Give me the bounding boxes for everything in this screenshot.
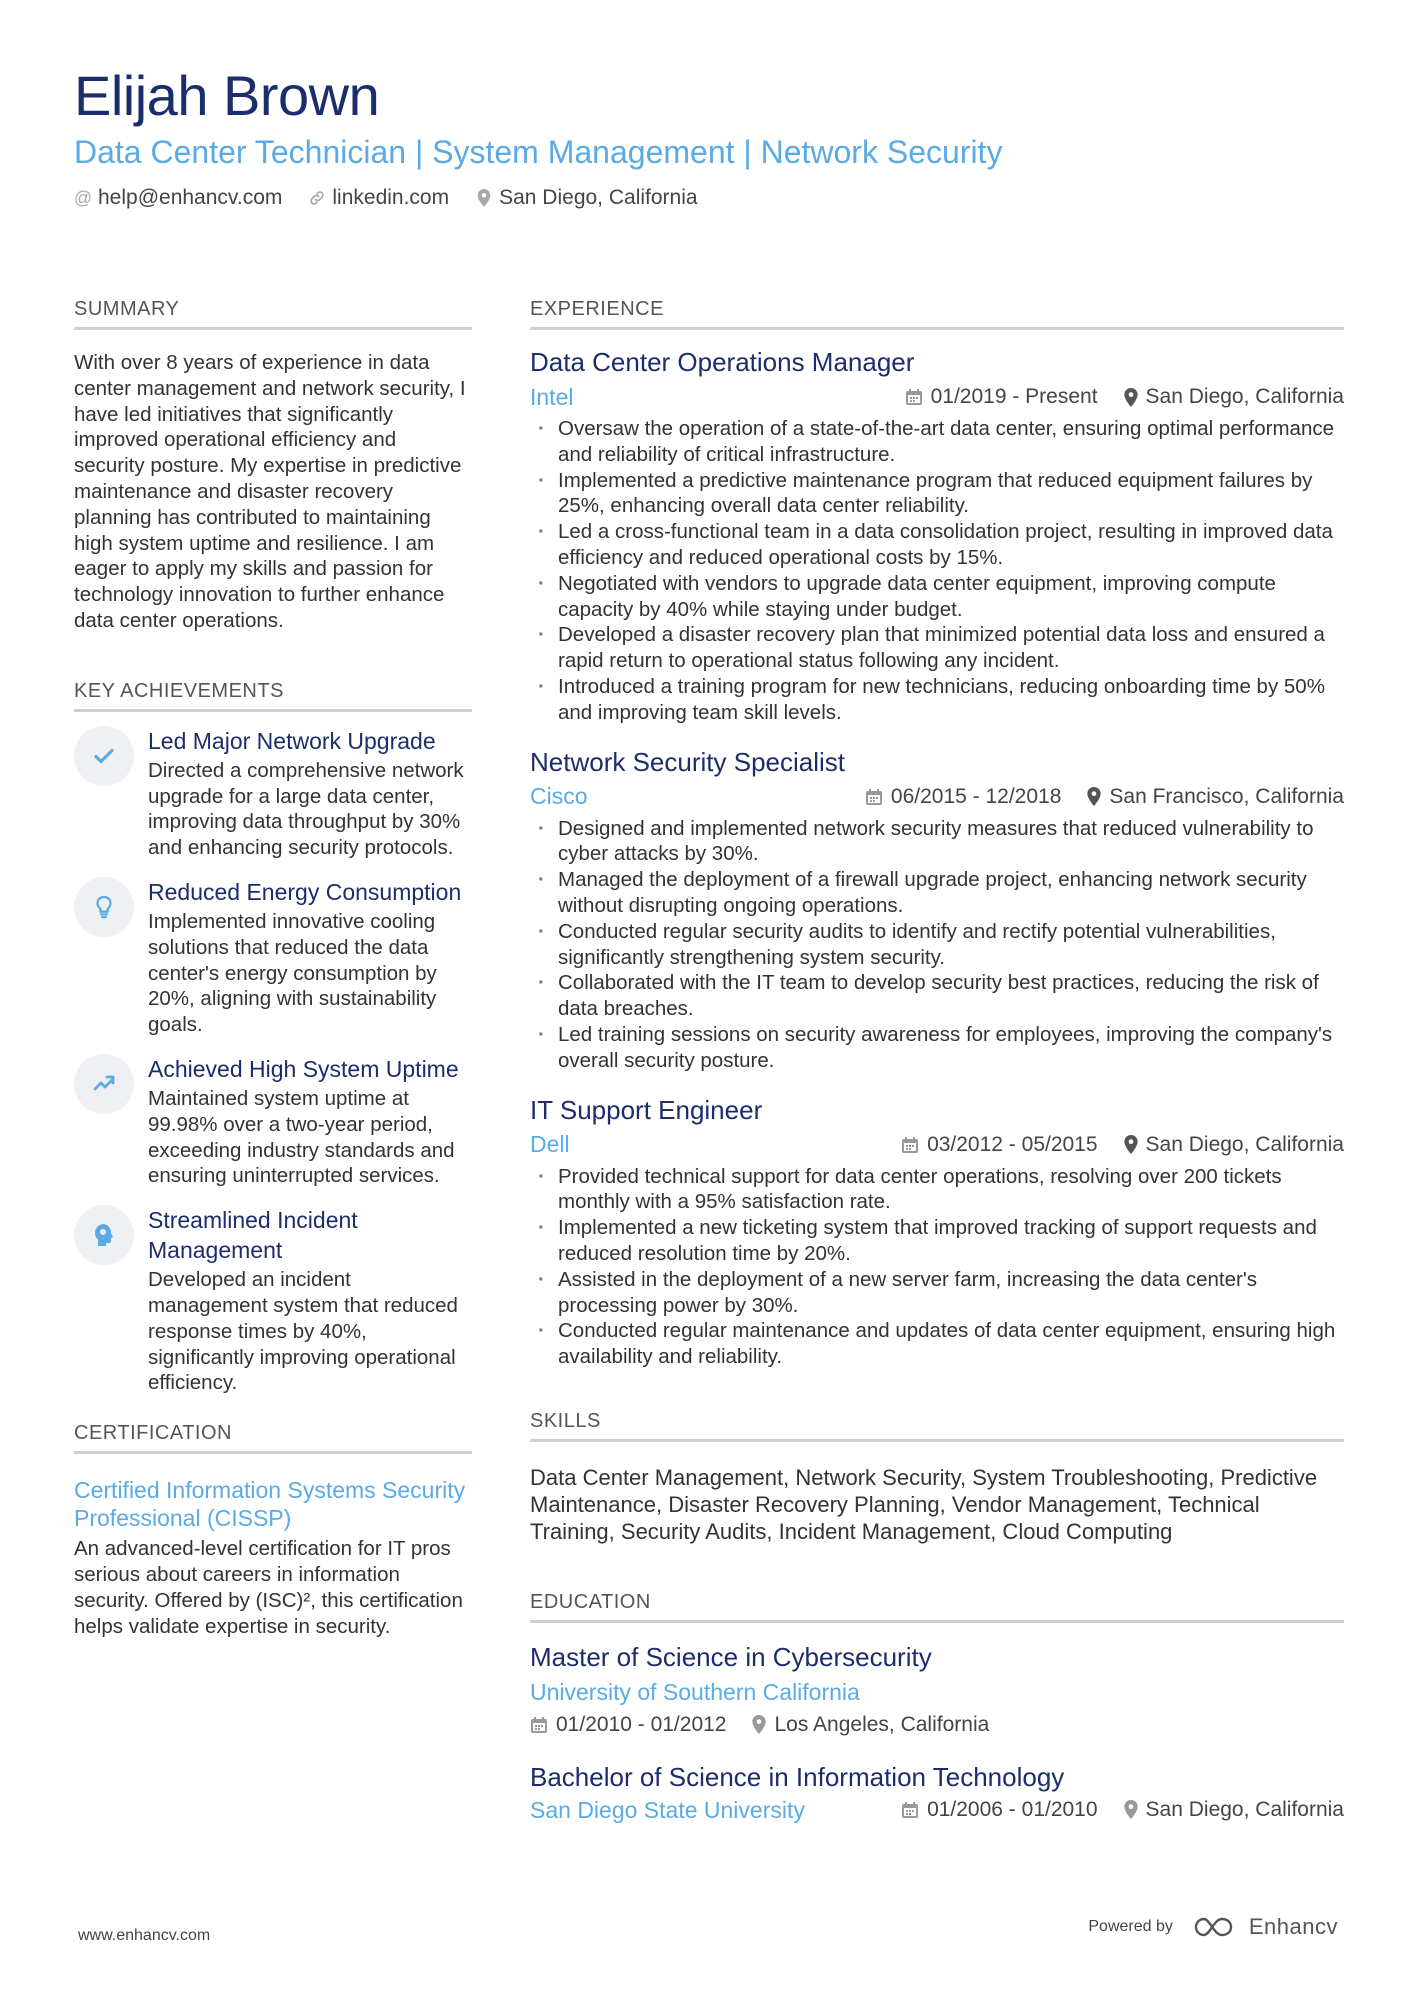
education-location-text: San Diego, California — [1145, 1797, 1344, 1821]
achievement-item — [74, 1205, 472, 1396]
calendar-icon — [901, 1801, 919, 1819]
footer-website[interactable]: www.enhancv.com — [78, 1927, 211, 1944]
education-dates-text: 01/2010 - 01/2012 — [556, 1712, 727, 1736]
certification-heading: CERTIFICATION — [74, 1422, 472, 1454]
head-brain-icon — [74, 1205, 134, 1265]
job-entry — [530, 1092, 1344, 1370]
company-name: Intel — [530, 383, 574, 410]
list-item: · Led training sessions on security awareness for employees, improving the company's overall security posture. — [530, 1022, 1344, 1074]
job-location-text: San Diego, California — [1145, 385, 1344, 408]
contact-location — [475, 186, 697, 210]
job-dates — [865, 785, 1061, 809]
location-pin-icon — [1087, 787, 1101, 806]
achievements-list — [74, 726, 472, 1396]
summary-heading: SUMMARY — [74, 298, 472, 330]
job-bullets — [530, 816, 1344, 1074]
job-dates-text: 03/2012 - 05/2015 — [927, 1132, 1098, 1156]
calendar-icon — [901, 1136, 919, 1154]
job-bullets — [530, 416, 1344, 726]
list-item: · Conducted regular maintenance and updates of data center equipment, ensuring high availability and reliability. — [530, 1318, 1344, 1370]
education-dates — [530, 1713, 726, 1737]
trend-arrow-icon — [74, 1054, 134, 1114]
list-item: · Oversaw the operation of a state-of-the-art data center, ensuring optimal performance and reliability of critical infrastructure. — [530, 416, 1344, 468]
calendar-icon — [530, 1716, 548, 1734]
education-location — [1124, 1798, 1344, 1822]
list-item: · Assisted in the deployment of a new server farm, increasing the data center's processing power by 30%. — [530, 1267, 1344, 1319]
list-item: · Negotiated with vendors to upgrade data center equipment, improving compute capacity by 40% while staying under budget. — [530, 571, 1344, 623]
achievement-desc: Implemented innovative cooling solutions that reduced the data center's energy consumption by 20%, aligning with sustainability goals. — [148, 909, 437, 1037]
skills-text: Data Center Management, Network Security, System Troubleshooting, Predictive Maintenance, Disaster Recovery Planning, Vendor Management, Technical Training, Security Audits, Incident Management, Cloud Computing — [530, 1464, 1318, 1544]
contact-location-text: San Diego, California — [499, 186, 698, 209]
list-item: · Implemented a predictive maintenance program that reduced equipment failures by 25%, enhancing overall data center reliability. — [530, 468, 1344, 520]
job-dates — [901, 1133, 1097, 1157]
location-pin-icon — [752, 1715, 766, 1734]
certification-desc: An advanced-level certification for IT pros serious about careers in information security. Offered by (ISC)², this certification helps validate expertise in security. — [74, 1537, 463, 1638]
checkmark-icon — [74, 726, 134, 786]
job-location — [1124, 1133, 1344, 1157]
headline: Data Center Technician | System Management | Network Security — [74, 134, 1003, 170]
list-item: · Led a cross-functional team in a data consolidation project, resulting in improved data efficiency and reduced operational costs by 15%. — [530, 519, 1344, 571]
candidate-name: Elijah Brown — [74, 64, 380, 127]
achievement-title: Achieved High System Uptime — [148, 1055, 459, 1082]
contact-linkedin[interactable] — [308, 186, 449, 210]
certification-name: Certified Information Systems Security Professional (CISSP) — [74, 1477, 466, 1532]
contact-email[interactable] — [74, 186, 282, 210]
powered-by-label: Powered by — [1088, 1918, 1173, 1935]
school-name: San Diego State University — [530, 1796, 805, 1823]
location-pin-icon — [475, 189, 493, 207]
job-title: Data Center Operations Manager — [530, 347, 915, 377]
achievement-desc: Developed an incident management system that reduced response times by 40%, significantly improving operational efficiency. — [148, 1268, 458, 1395]
list-item: · Developed a disaster recovery plan that minimized potential data loss and ensured a rapid return to operational status following any incident. — [530, 622, 1344, 674]
location-pin-icon — [1124, 1800, 1138, 1819]
brand-name: Enhancv — [1248, 1914, 1338, 1939]
calendar-icon — [865, 788, 883, 806]
list-item: · Implemented a new ticketing system that improved tracking of support requests and reduced resolution time by 20%. — [530, 1215, 1344, 1267]
achievement-title: Led Major Network Upgrade — [148, 727, 436, 754]
list-item: · Provided technical support for data center operations, resolving over 200 tickets monthly with a 95% satisfaction rate. — [530, 1164, 1344, 1216]
education-dates — [901, 1798, 1097, 1822]
location-pin-icon — [1124, 388, 1138, 407]
experience-heading: EXPERIENCE — [530, 298, 1344, 330]
resume-page — [73, 60, 1344, 1823]
job-location-text: San Francisco, California — [1109, 784, 1344, 808]
job-dates — [905, 385, 1098, 409]
list-item: · Conducted regular security audits to identify and rectify potential vulnerabilities, significantly strengthening system security. — [530, 919, 1344, 971]
education-heading: EDUCATION — [530, 1591, 1344, 1623]
list-item: · Collaborated with the IT team to develop security best practices, reducing the risk of data breaches. — [530, 970, 1344, 1022]
achievements-heading: KEY ACHIEVEMENTS — [74, 680, 472, 712]
enhancv-logo[interactable] — [1193, 1914, 1338, 1940]
location-pin-icon — [1124, 1135, 1138, 1154]
job-dates-text: 01/2019 - Present — [930, 385, 1098, 408]
list-item: · Managed the deployment of a firewall upgrade project, enhancing network security without disrupting ongoing operations. — [530, 867, 1344, 919]
list-item: · Designed and implemented network security measures that reduced vulnerability to cyber attacks by 30%. — [530, 816, 1344, 868]
company-name: Cisco — [530, 783, 588, 810]
education-location — [752, 1713, 989, 1737]
achievement-item — [74, 877, 472, 1038]
education-entry — [530, 1639, 1344, 1741]
company-name: Dell — [530, 1131, 570, 1158]
achievement-title: Reduced Energy Consumption — [148, 878, 462, 905]
job-title: Network Security Specialist — [530, 746, 845, 777]
achievement-item — [74, 1054, 472, 1189]
job-location-text: San Diego, California — [1145, 1132, 1344, 1156]
degree-title: Master of Science in Cybersecurity — [530, 1641, 932, 1672]
job-entry — [530, 344, 1344, 726]
job-dates-text: 06/2015 - 12/2018 — [890, 784, 1062, 808]
calendar-icon — [905, 388, 923, 406]
education-dates-text: 01/2006 - 01/2010 — [927, 1797, 1098, 1821]
job-location — [1124, 385, 1344, 409]
job-entry — [530, 744, 1344, 1074]
achievement-item — [74, 726, 472, 861]
skills-heading: SKILLS — [530, 1410, 1344, 1442]
job-title: IT Support Engineer — [530, 1094, 763, 1125]
degree-title: Bachelor of Science in Information Technology — [530, 1761, 1065, 1792]
list-item: · Introduced a training program for new technicians, reducing onboarding time by 50% and improving team skill levels. — [530, 674, 1344, 726]
contact-linkedin-text: linkedin.com — [332, 186, 450, 209]
job-location — [1087, 785, 1344, 809]
job-bullets — [530, 1164, 1344, 1370]
education-entry — [530, 1759, 1344, 1825]
achievement-title: Streamlined Incident Management — [148, 1207, 358, 1264]
left-column — [74, 298, 472, 1639]
infinity-logo-icon — [1193, 1915, 1239, 1939]
at-icon: @ — [73, 187, 93, 208]
school-name: University of Southern California — [530, 1678, 860, 1705]
footer-branding — [1088, 1914, 1338, 1940]
link-icon — [308, 189, 326, 207]
contact-bar — [74, 186, 1344, 210]
right-column — [530, 298, 1344, 1825]
achievement-desc: Maintained system uptime at 99.98% over a two-year period, exceeding industry standards and ensuring uninterrupted services. — [148, 1086, 455, 1188]
education-location-text: Los Angeles, California — [774, 1712, 990, 1736]
summary-text: With over 8 years of experience in data center management and network security, I have led initiatives that significantly improved operational efficiency and security posture. My expertise in predictive maintenance and disaster recovery planning has contributed to maintaining high system uptime and resilience. I am eager to apply my skills and passion for technology innovation to further enhance data center operations. — [74, 351, 466, 632]
contact-email-text: help@enhancv.com — [98, 186, 283, 209]
lightbulb-icon — [74, 877, 134, 937]
achievement-desc: Directed a comprehensive network upgrade for a large data center, improving data throughput by 30% and enhancing security protocols. — [148, 758, 464, 860]
